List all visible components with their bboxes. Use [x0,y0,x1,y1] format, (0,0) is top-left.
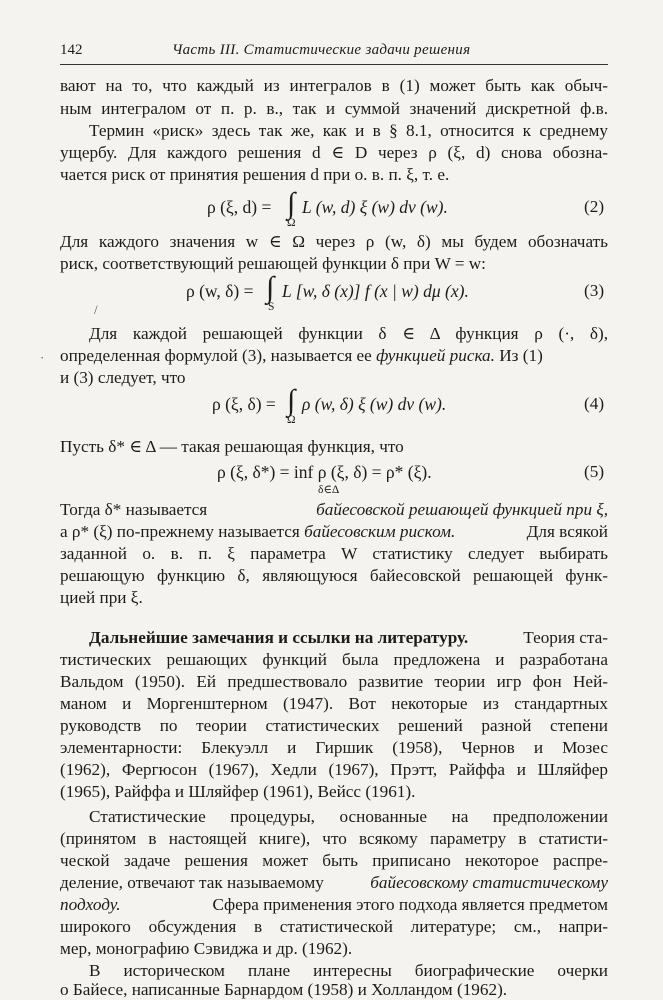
text-span: определенная формулой (3), называется ее [60,346,372,365]
stray-mark: / [94,302,98,317]
eq2-domain: Ω [287,217,296,229]
text-line: (1965), Райффа и Шляйфер (1961), Вейсс (1961). [60,782,416,801]
text-line: риск, соответствующий решающей функции δ при W = w: [60,254,486,273]
text-line: Термин «риск» здесь так же, как и в § 8.1, относится к среднему [89,121,608,140]
running-title: Часть III. Статистические задачи решения [172,42,471,58]
eq2-lhs: ρ (ξ, d) = [207,197,272,217]
text-line: заданной о. в. п. ξ параметра W статистику следует выбирать [60,544,608,563]
text-line: (1962), Фергюсон (1967), Хедли (1967), Прэтт, Райффа и Шляйфер [60,760,608,779]
text-span: деление, отвечают так называемому [60,873,324,892]
eq3-domain: S [268,301,275,313]
text-line: Для каждого значения w ∈ Ω через ρ (w, δ) мы будем обозначать [60,232,608,251]
page-number: 142 [60,42,83,58]
text-line [89,628,608,648]
text-span: Из (1) [499,346,543,365]
text-span: Сфера применения этого подхода является предметом [212,895,608,914]
text-line: тистических решающих функций была предложена и разработана [60,650,608,669]
text-span: Теория ста- [523,628,608,647]
text-line: (принятом в настоящей книге), что всякому параметру в статисти- [60,829,608,848]
eq4-lhs: ρ (ξ, δ) = [212,394,276,414]
eq2-rhs: L (w, d) ξ (w) dν (w). [302,197,448,217]
eq5-inf-index: δ∈Δ [318,484,340,496]
text-line: и (3) следует, что [60,368,186,387]
integral-sign: ∫ [287,384,296,417]
term-approach: подходу. [60,895,121,914]
text-line: маном и Моргенштерном (1947). Вот некоторые из стандартных [60,694,608,713]
text-span: а ρ* (ξ) по-прежнему называется [60,522,300,541]
eq5-body: ρ (ξ, δ*) = inf ρ (ξ, δ) = ρ* (ξ). [217,462,432,482]
text-line: о Байесе, написанные Барнардом (1958) и Холландом (1962). [60,980,508,999]
eq3-lhs: ρ (w, δ) = [186,281,254,301]
eq3-number: (3) [584,281,605,300]
term-bayesian-approach: байесовскому статистическому [370,873,608,892]
text-line: Пусть δ* ∈ Δ — такая решающая функция, что [60,437,404,456]
text-line: мер, монографию Сэвиджа и др. (1962). [60,939,353,958]
text-span: Для всякой [526,522,608,541]
stray-mark: · [40,350,45,365]
text-line: ческой задаче решения может быть приписано некоторое распре- [60,851,608,870]
text-line: руководств по теории статистических решений разной степени [60,716,608,735]
eq3-rhs: L [w, δ (x)] f (x | w) dμ (x). [282,281,469,301]
text-line [60,895,608,915]
term-bayes-risk: байесовским риском. [304,522,456,541]
text-line: Вальдом (1950). Ей предшествовало развитие теории игр фон Ней- [60,672,608,691]
text-line: решающую функцию δ, являющуюся байесовской решающей функ- [60,566,608,585]
text-line: элементарности: Блекуэлл и Гиршик (1958), Чернов и Мозес [60,738,608,757]
text-line: цией при ξ. [60,588,143,607]
integral-sign: ∫ [287,187,296,220]
eq2-number: (2) [584,197,605,216]
text-span: Тогда δ* называется [60,500,208,519]
eq4-rhs: ρ (w, δ) ξ (w) dν (w). [302,394,447,414]
text-line: В историческом плане интересны биографические очерки [89,961,608,980]
eq4-number: (4) [584,394,605,413]
eq4-domain: Ω [287,414,296,426]
text-line: вают на то, что каждый из интегралов в (1) может быть как обыч- [60,76,608,95]
term-bayes-decision-function: байесовской решающей функцией при ξ, [316,500,608,519]
text-line: широкого обсуждения в статистической литературе; см., напри- [60,917,608,936]
header-rule [60,64,608,65]
text-line [60,500,608,520]
text-line: ным интегралом от п. р. в., так и суммой значений дискретной ф.в. [60,99,608,118]
text-line: Статистические процедуры, основанные на предположении [89,807,608,826]
text-line: ущербу. Для каждого решения d ∈ D через ρ (ξ, d) снова обозна- [60,143,608,162]
text-line: чается риск от принятия решения d при о. в. п. ξ, т. е. [60,165,450,184]
eq5-number: (5) [584,462,605,481]
text-line [60,873,608,893]
text-line [60,522,608,542]
text-line: Для каждой решающей функции δ ∈ Δ функция ρ (·, δ), [89,324,608,343]
integral-sign: ∫ [266,271,275,304]
section-heading: Дальнейшие замечания и ссылки на литературу. [89,628,469,647]
term-risk-function: функцией риска. [376,346,495,365]
text-line [60,346,543,366]
